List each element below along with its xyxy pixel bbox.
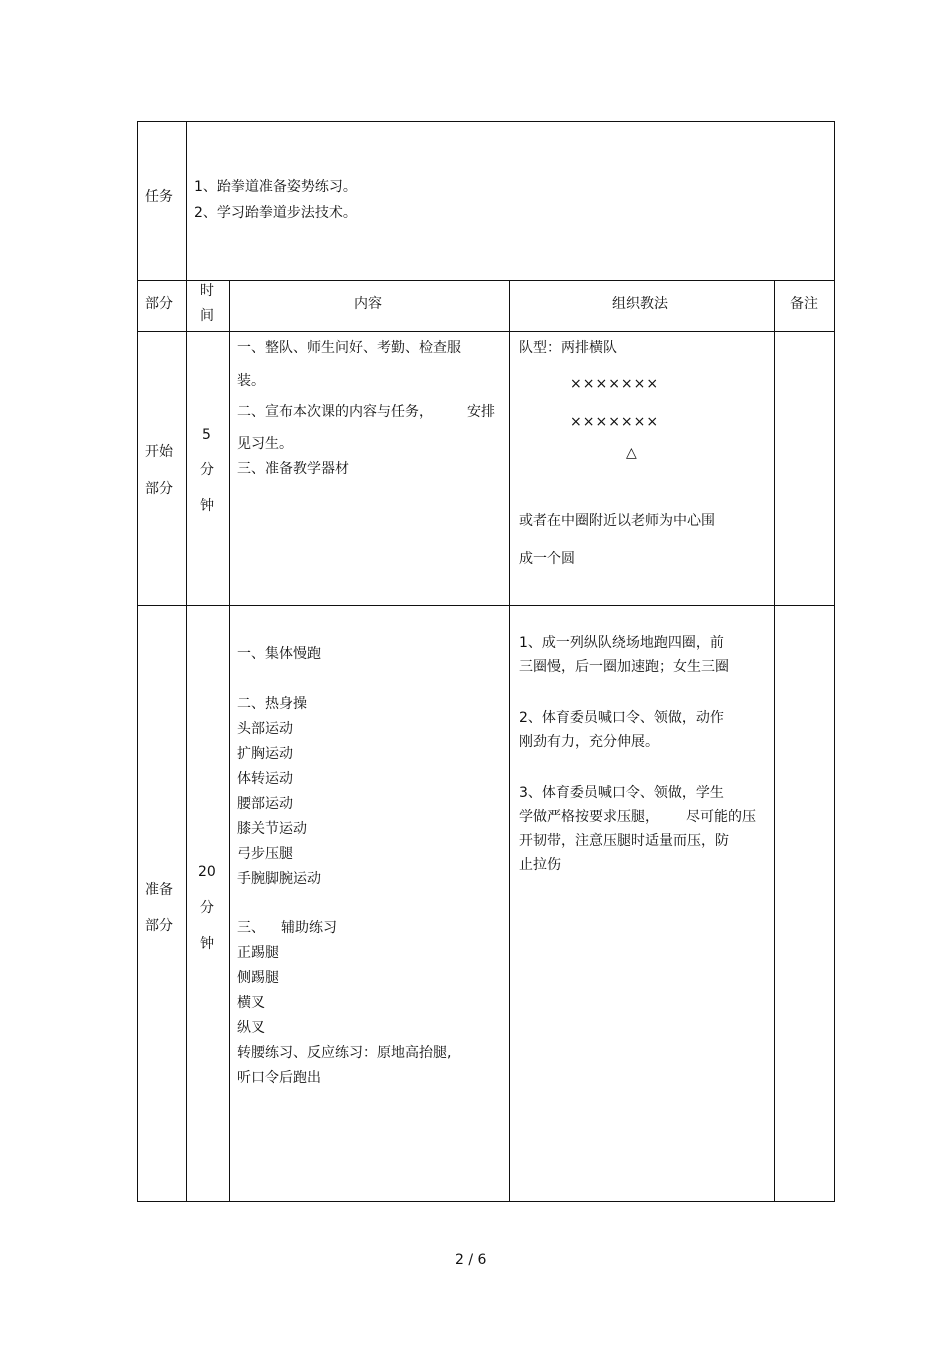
method-p3-line-1: 3、体育委员喊口令、领做，学生: [519, 785, 724, 801]
page-number: 2 / 6: [455, 1252, 487, 1268]
start-alt-line-1: 或者在中圈附近以老师为中心围: [519, 513, 715, 529]
method-p3-line-2a: 学做严格按要求压腿，: [519, 809, 659, 825]
col-divider-method: [774, 280, 775, 1202]
start-section-label-1: 开始: [145, 444, 173, 460]
prep-section-label-2: 部分: [145, 918, 173, 934]
task-item-2: 2、学习跆拳道步法技术。: [194, 205, 357, 221]
start-section-label-2: 部分: [145, 481, 173, 497]
method-p3-line-3: 开韧带，注意压腿时适量而压，防: [519, 833, 729, 849]
method-p3-line-4: 止拉伤: [519, 857, 561, 873]
warmup-wrist-ankle: 手腕脚腕运动: [237, 871, 321, 887]
warmup-torso: 体转运动: [237, 771, 293, 787]
header-time-2: 间: [200, 308, 214, 324]
warmup-chest: 扩胸运动: [237, 746, 293, 762]
prep-time-unit-2: 钟: [200, 936, 214, 952]
warmup-lunge: 弓步压腿: [237, 846, 293, 862]
header-content: 内容: [354, 296, 382, 312]
drill-twist-reaction: 转腰练习、反应练习：原地高抬腿,: [237, 1045, 452, 1061]
task-label: 任务: [145, 189, 173, 205]
start-content-line-1: 一、整队、师生问好、考勤、检查服: [237, 340, 461, 356]
method-p1-line-1: 1、成一列纵队绕场地跑四圈，前: [519, 635, 724, 651]
method-p2-line-2: 刚劲有力，充分伸展。: [519, 734, 659, 750]
header-notes: 备注: [790, 296, 818, 312]
method-p3-line-2b: 尽可能的压: [686, 809, 756, 825]
warmup-knee: 膝关节运动: [237, 821, 307, 837]
col-divider-time: [229, 280, 230, 1202]
prep-time-num: 20: [198, 864, 216, 880]
warmup-head: 头部运动: [237, 721, 293, 737]
col-divider-section: [186, 121, 187, 1202]
prep-item-3-label: 辅助练习: [281, 920, 337, 936]
header-section: 部分: [145, 296, 173, 312]
start-content-line-3a: 二、宣布本次课的内容与任务，: [237, 404, 433, 420]
start-content-line-2: 装。: [237, 373, 265, 389]
rule-after-header: [137, 331, 835, 332]
rule-after-task: [137, 280, 835, 281]
rule-after-start: [137, 605, 835, 606]
formation-row-2: ×××××××: [570, 414, 660, 430]
task-item-1: 1、跆拳道准备姿势练习。: [194, 179, 357, 195]
prep-section-label-1: 准备: [145, 882, 173, 898]
prep-item-2: 二、热身操: [237, 696, 307, 712]
start-time-unit-1: 分: [200, 462, 214, 478]
start-content-line-3b: 安排: [467, 404, 495, 420]
formation-row-1: ×××××××: [570, 376, 660, 392]
method-p1-line-2: 三圈慢，后一圈加速跑；女生三圈: [519, 659, 729, 675]
method-p2-line-1: 2、体育委员喊口令、领做，动作: [519, 710, 724, 726]
header-time-1: 时: [200, 283, 214, 299]
prep-item-3-num: 三、: [237, 920, 265, 936]
teacher-symbol: △: [626, 445, 637, 461]
start-content-line-4: 见习生。: [237, 436, 293, 452]
start-time-num: 5: [202, 427, 211, 443]
start-content-line-5: 三、准备教学器材: [237, 461, 349, 477]
warmup-waist: 腰部运动: [237, 796, 293, 812]
start-time-unit-2: 钟: [200, 498, 214, 514]
drill-side-split: 横叉: [237, 995, 265, 1011]
drill-front-kick: 正踢腿: [237, 945, 279, 961]
start-formation-label: 队型：两排横队: [519, 340, 617, 356]
drill-side-kick: 侧踢腿: [237, 970, 279, 986]
prep-time-unit-1: 分: [200, 900, 214, 916]
start-alt-line-2: 成一个圆: [519, 551, 575, 567]
drill-front-split: 纵叉: [237, 1020, 265, 1036]
col-divider-content: [509, 280, 510, 1202]
drill-run-on-command: 听口令后跑出: [237, 1070, 321, 1086]
header-method: 组织教法: [612, 296, 668, 312]
prep-item-1: 一、集体慢跑: [237, 646, 321, 662]
